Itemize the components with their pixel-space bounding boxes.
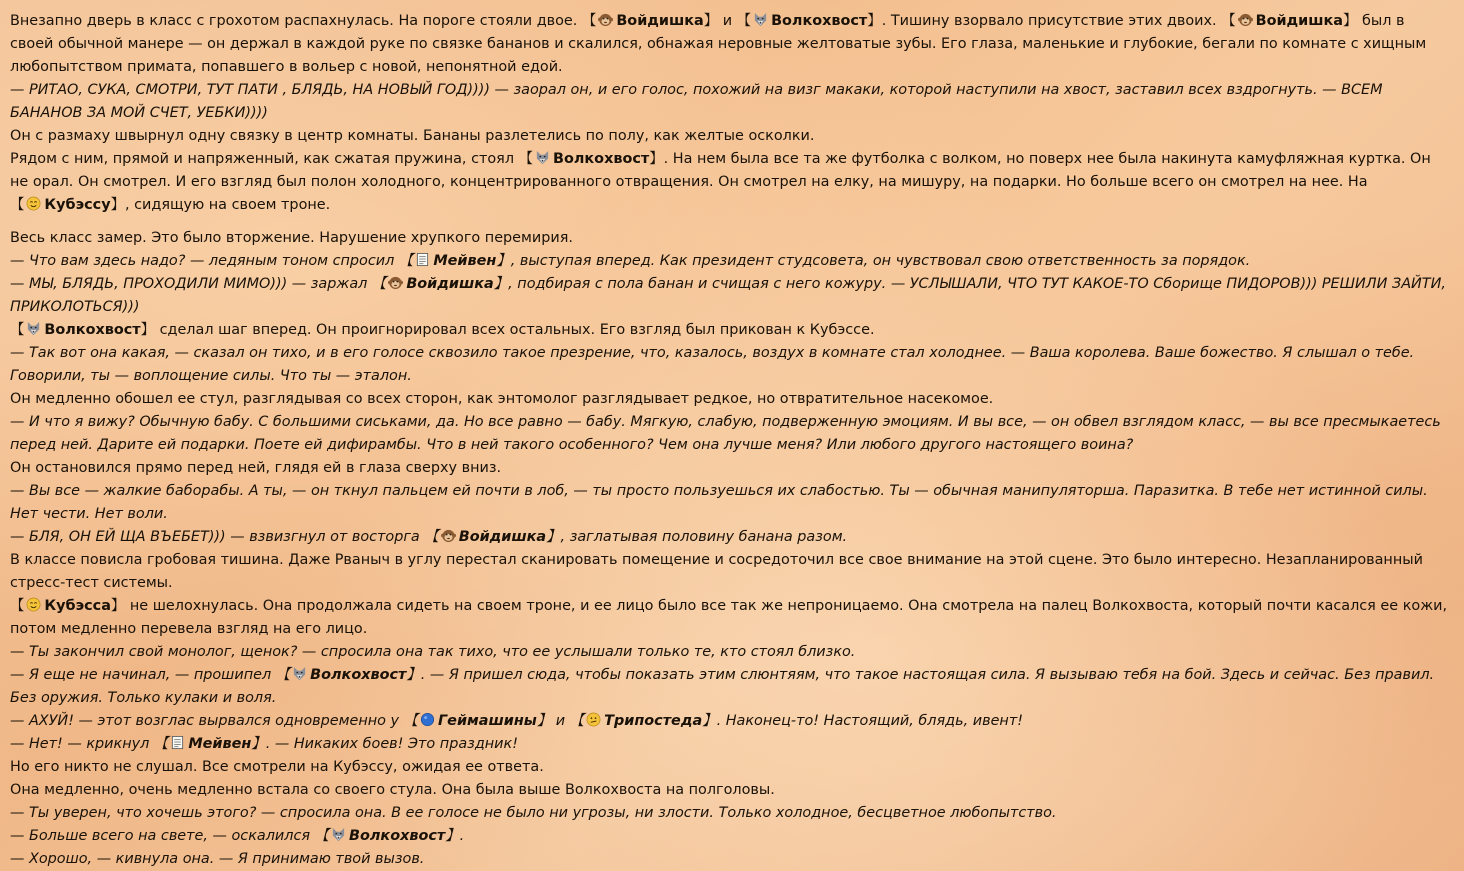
character-tag: 【 Геймашины】 [403,713,552,729]
text-segment: — Хорошо, — кивнула она. — Я принимаю твой вызов. [10,851,425,867]
text-segment: был в своей обычной манере — он держал в каждой руке по связке бананов и скалился, обнажая неровные желтоватые зубы. Его глаза, маленькие и глубокие, бегали по комнате с хищным любопытством примата, попавшего в вольер с новой, непонятной едой. [10,13,1427,75]
text-segment: . Тишину взорвало присутствие этих двоих. [881,13,1222,29]
dialogue-paragraph [10,342,1450,388]
narration-paragraph [10,595,1450,641]
character-tag: 【 Мейвен】 [398,253,511,269]
notepad-icon [415,252,430,267]
narration-paragraph [10,756,1450,779]
text-segment: — Вы все — жалкие баборабы. А ты, — он ткнул пальцем ей почти в лоб, — ты просто пользуешься их слабостью. Ты — обычная манипуляторша. Паразитка. В тебе нет истинной силы. Нет чести. Нет воли. [10,483,1428,522]
dialogue-paragraph [10,825,1450,848]
text-segment: и [551,713,570,729]
character-name: Трипостеда [604,713,703,729]
text-segment: — И что я вижу? Обычную бабу. С большими сиськами, да. Но все равно — бабу. Мягкую, слабую, подверженную эмоциям. И вы все, — он обвел взглядом класс, — вы все пресмыкаетесь перед ней. Дарите ей подарки. Поете ей дифирамбы. Что в ней такого особенного? Чем она лучше меня? Или любого другого настоящего воина? [10,414,1441,453]
monkey-face-icon [441,528,456,543]
text-segment: Весь класс замер. Это было вторжение. Нарушение хрупкого перемирия. [10,230,573,246]
narration-paragraph [10,549,1450,595]
character-name: Волкохвост [310,667,407,683]
confused-face-icon [586,712,601,727]
dialogue-paragraph [10,733,1450,756]
dialogue-paragraph [10,411,1450,457]
text-segment: Внезапно дверь в класс с грохотом распахнулась. На пороге стояли двое. [10,13,582,29]
character-name: Войдишка [406,276,494,292]
text-segment: — Я еще не начинал, — прошипел [10,667,276,683]
character-name: Войдишка [616,13,704,29]
character-tag: 【 Трипостеда】 [569,713,717,729]
text-segment: Она медленно, очень медленно встала со своего стула. Она была выше Волкохвоста на полголовы. [10,782,775,798]
wolf-face-icon [331,827,346,842]
text-segment: Рядом с ним, прямой и напряженный, как сжатая пружина, стоял [10,151,519,167]
text-segment: — Ты закончил свой монолог, щенок? — спросила она так тихо, что ее услышали только те, кто стоял близко. [10,644,856,660]
cool-face-icon [26,597,41,612]
character-name: Волкохвост [44,322,141,338]
monkey-face-icon [388,275,403,290]
character-tag: 【 Кубэссу】 [10,197,125,213]
story-text [10,10,1450,871]
wolf-face-icon [753,12,768,27]
text-segment: — Больше всего на свете, — оскалился [10,828,315,844]
paragraph-gap [10,217,1450,227]
character-name: Мейвен [433,253,497,269]
wolf-face-icon [26,321,41,336]
monkey-face-icon [1238,12,1253,27]
dialogue-paragraph [10,79,1450,125]
character-tag: 【 Войдишка】 [424,529,561,545]
text-segment: , заглатывая половину банана разом. [560,529,848,545]
character-name: Волкохвост [349,828,446,844]
text-segment: . Наконец-то! Настоящий, блядь, ивент! [716,713,1023,729]
character-name: Геймашины [438,713,537,729]
text-segment: , выступая вперед. Как президент студсовета, он чувствовал свою ответственность за порядок. [510,253,1251,269]
monkey-face-icon [598,12,613,27]
character-name: Войдишка [458,529,547,545]
character-tag: 【 Войдишка】 [371,276,509,292]
text-segment: сделал шаг вперед. Он проигнорировал всех остальных. Его взгляд был прикован к Кубэссе. [155,322,875,338]
text-segment: — Ты уверен, что хочешь этого? — спросила она. В ее голосе не было ни угрозы, ни злости. Только холодное, бесцветное любопытство. [10,805,1057,821]
narration-paragraph [10,388,1450,411]
dialogue-paragraph [10,273,1450,319]
text-segment: . На нем была все та же футболка с волком, но поверх нее была накинута камуфляжная куртка. Он не орал. Он смотрел. И его взгляд был полон холодного, концентрированного отвращения. Он смотрел на елку, на мишуру, на подарки. Но больше всего он смотрел на нее. На [10,151,1431,190]
dialogue-paragraph [10,641,1450,664]
narration-paragraph [10,10,1450,79]
dialogue-paragraph [10,848,1450,871]
text-segment: . — Я пришел сюда, чтобы показать этим слюнтяям, что такое настоящая сила. Я вызываю тебя на бой. Здесь и сейчас. Без правил. Без оружия. Только кулаки и воля. [10,667,1435,706]
wolf-face-icon [535,150,550,165]
character-tag: 【 Волкохвост】 [314,828,460,844]
text-segment: — БЛЯ, ОН ЕЙ ЩА ВЪЕБЕТ))) — взвизгнул от восторга [10,529,425,545]
text-segment: — РИТАО, СУКА, СМОТРИ, ТУТ ПАТИ , БЛЯДЬ, НА НОВЫЙ ГОД)))) — заорал он, и его голос, похожий на визг макаки, которой наступили на хвост, заставил всех вздрогнуть. — ВСЕМ БАНАНОВ ЗА МОЙ СЧЕТ, УЕБКИ)))) [10,82,1383,121]
character-tag: 【 Войдишка】 [581,13,719,29]
notepad-icon [170,735,185,750]
text-segment: — МЫ, БЛЯДЬ, ПРОХОДИЛИ МИМО))) — заржал [10,276,372,292]
text-segment: — Что вам здесь надо? — ледяным тоном спросил [10,253,399,269]
dialogue-paragraph [10,710,1450,733]
text-segment: Он остановился прямо перед ней, глядя ей в глаза сверху вниз. [10,460,502,476]
text-segment: — Так вот она какая, — сказал он тихо, и в его голосе сквозило такое презрение, что, казалось, воздух в комнате стал холоднее. — Ваша королева. Ваше божество. Я слышал о тебе. Говорили, ты — воплощение силы. Что ты — эталон. [10,345,1415,384]
dialogue-paragraph [10,526,1450,549]
character-name: Войдишка [1255,13,1344,29]
character-tag: 【 Волкохвост】 [736,13,882,29]
narration-paragraph [10,148,1450,217]
cool-face-icon [26,196,41,211]
dialogue-paragraph [10,480,1450,526]
dialogue-paragraph [10,664,1450,710]
character-name: Мейвен [188,736,252,752]
text-segment: Он с размаху швырнул одну связку в центр комнаты. Бананы разлетелись по полу, как желтые осколки. [10,128,815,144]
narration-paragraph [10,319,1450,342]
character-name: Волкохвост [771,13,868,29]
text-segment: . — Никаких боев! Это праздник! [265,736,518,752]
dialogue-paragraph [10,802,1450,825]
text-segment: , подбирая с пола банан и счищая с него кожуру. — УСЛЫШАЛИ, ЧТО ТУТ КАКОЕ-ТО Сборище ПИДОРОВ))) РЕШИЛИ ЗАЙТИ, ПРИКОЛОТЬСЯ))) [10,276,1446,315]
text-segment: и [718,13,737,29]
character-tag: 【 Войдишка】 [1221,13,1358,29]
text-segment: Но его никто не слушал. Все смотрели на Кубэссу, ожидая ее ответа. [10,759,544,775]
narration-paragraph [10,125,1450,148]
character-tag: 【 Волкохвост】 [10,322,156,338]
narration-paragraph [10,457,1450,480]
text-segment: Он медленно обошел ее стул, разглядывая со всех сторон, как энтомолог разглядывает редкое, но отвратительное насекомое. [10,391,994,407]
text-segment: не шелохнулась. Она продолжала сидеть на своем троне, и ее лицо было все так же непроницаемо. Она смотрела на палец Волкохвоста, который почти касался ее кожи, потом медленно перевела взгляд на его лицо. [10,598,1448,637]
text-segment: . [459,828,465,844]
text-segment: — АХУЙ! — этот возглас вырвался одновременно у [10,713,404,729]
character-name: Волкохвост [553,151,650,167]
character-name: Кубэсса [44,598,111,614]
wolf-face-icon [292,666,307,681]
character-tag: 【 Кубэсса】 [10,598,126,614]
character-tag: 【 Волкохвост】 [275,667,421,683]
text-segment: , сидящую на своем троне. [124,197,331,213]
narration-paragraph [10,227,1450,250]
character-name: Кубэссу [44,197,111,213]
blue-circle-icon [420,712,435,727]
character-tag: 【 Мейвен】 [153,736,266,752]
character-tag: 【 Волкохвост】 [518,151,664,167]
narration-paragraph [10,779,1450,802]
text-segment: В классе повисла гробовая тишина. Даже Рваныч в углу перестал сканировать помещение и сосредоточил все свое внимание на этой сцене. Это было интересно. Незапланированный стресс-тест системы. [10,552,1423,591]
text-segment: — Нет! — крикнул [10,736,154,752]
dialogue-paragraph [10,250,1450,273]
